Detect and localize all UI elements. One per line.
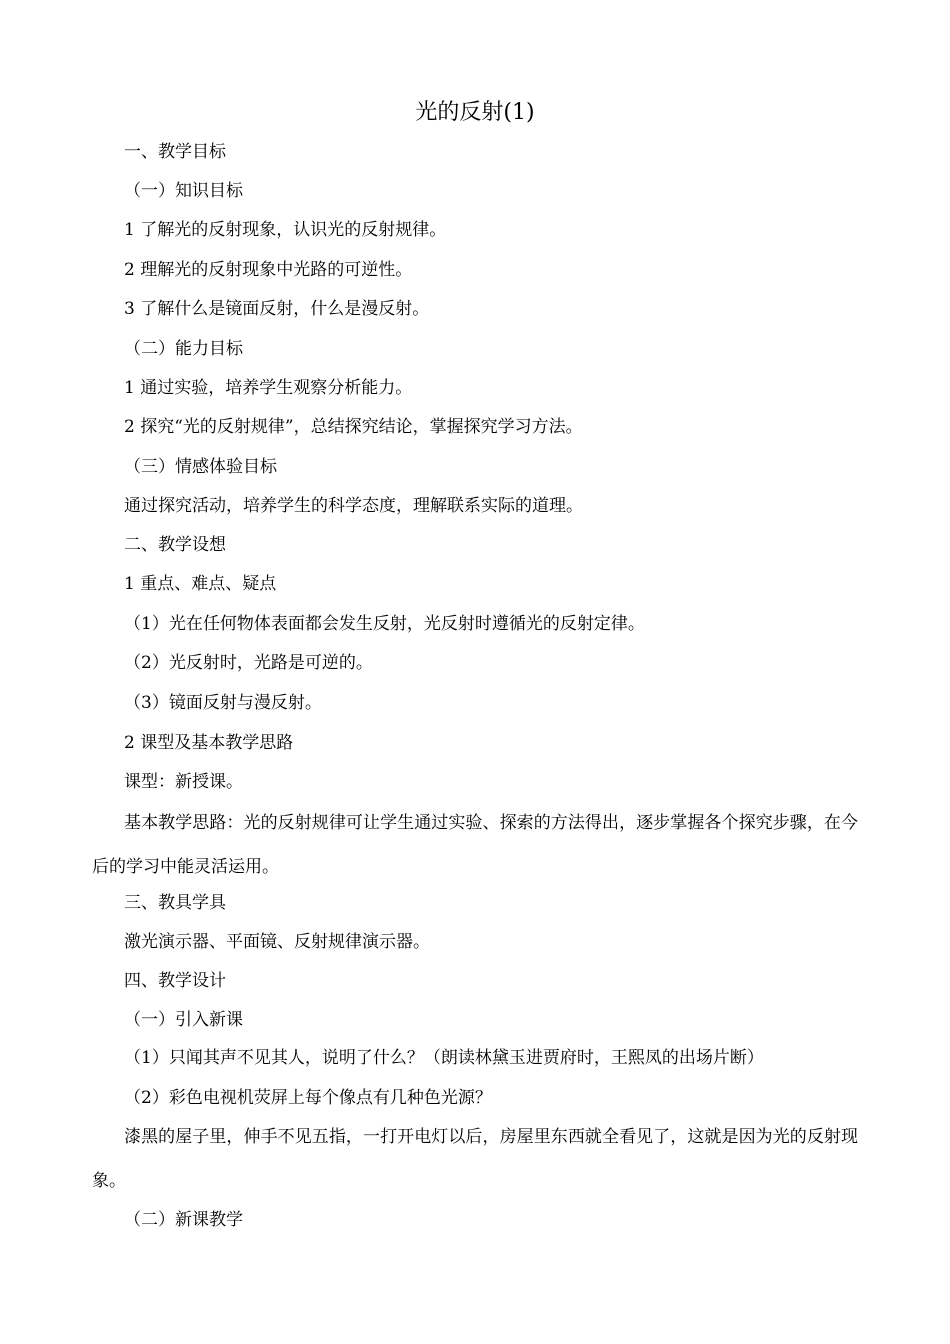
introduction-question-2: （2）彩色电视机荧屏上每个像点有几种色光源？ bbox=[124, 1088, 492, 1108]
ability-item-1: 1 通过实验，培养学生观察分析能力。 bbox=[124, 378, 413, 398]
subsection-ability-objectives: （二）能力目标 bbox=[124, 339, 243, 359]
lesson-type: 课型：新授课。 bbox=[124, 772, 243, 792]
key-point-1: （1）光在任何物体表面都会发生反射，光反射时遵循光的反射定律。 bbox=[124, 614, 645, 634]
section-heading-objectives: 一、教学目标 bbox=[124, 142, 226, 162]
section-heading-design-idea: 二、教学设想 bbox=[124, 535, 226, 555]
key-point-2: （2）光反射时，光路是可逆的。 bbox=[124, 653, 373, 673]
section-heading-teaching-design: 四、教学设计 bbox=[124, 971, 226, 991]
teaching-approach-paragraph: 基本教学思路：光的反射规律可让学生通过实验、探索的方法得出，逐步掌握各个探究步骤，在今后的学习中能灵活运用。 bbox=[92, 813, 858, 877]
subsection-new-lesson: （二）新课教学 bbox=[124, 1210, 243, 1230]
lesson-type-heading: 2 课型及基本教学思路 bbox=[124, 733, 294, 753]
section-heading-teaching-aids: 三、教具学具 bbox=[124, 893, 226, 913]
knowledge-item-3: 3 了解什么是镜面反射，什么是漫反射。 bbox=[124, 299, 430, 319]
ability-item-2: 2 探究“光的反射规律”，总结探究结论，掌握探究学习方法。 bbox=[124, 417, 583, 437]
subsection-emotion-objectives: （三）情感体验目标 bbox=[124, 457, 277, 477]
key-point-3: （3）镜面反射与漫反射。 bbox=[124, 693, 322, 713]
emotion-item: 通过探究活动，培养学生的科学态度，理解联系实际的道理。 bbox=[124, 496, 583, 516]
knowledge-item-1: 1 了解光的反射现象，认识光的反射规律。 bbox=[124, 220, 447, 240]
knowledge-item-2: 2 理解光的反射现象中光路的可逆性。 bbox=[124, 260, 413, 280]
document-title: 光的反射(1) bbox=[415, 100, 535, 125]
introduction-question-1: （1）只闻其声不见其人，说明了什么？（朗读林黛玉进贾府时，王熙凤的出场片断） bbox=[124, 1048, 764, 1068]
subsection-knowledge-objectives: （一）知识目标 bbox=[124, 181, 243, 201]
teaching-aids-list: 激光演示器、平面镜、反射规律演示器。 bbox=[124, 932, 430, 952]
subsection-introduction: （一）引入新课 bbox=[124, 1010, 243, 1030]
introduction-paragraph: 漆黑的屋子里，伸手不见五指，一打开电灯以后，房屋里东西就全看见了，这就是因为光的反射现象。 bbox=[92, 1127, 858, 1191]
key-points-heading: 1 重点、难点、疑点 bbox=[124, 574, 277, 594]
